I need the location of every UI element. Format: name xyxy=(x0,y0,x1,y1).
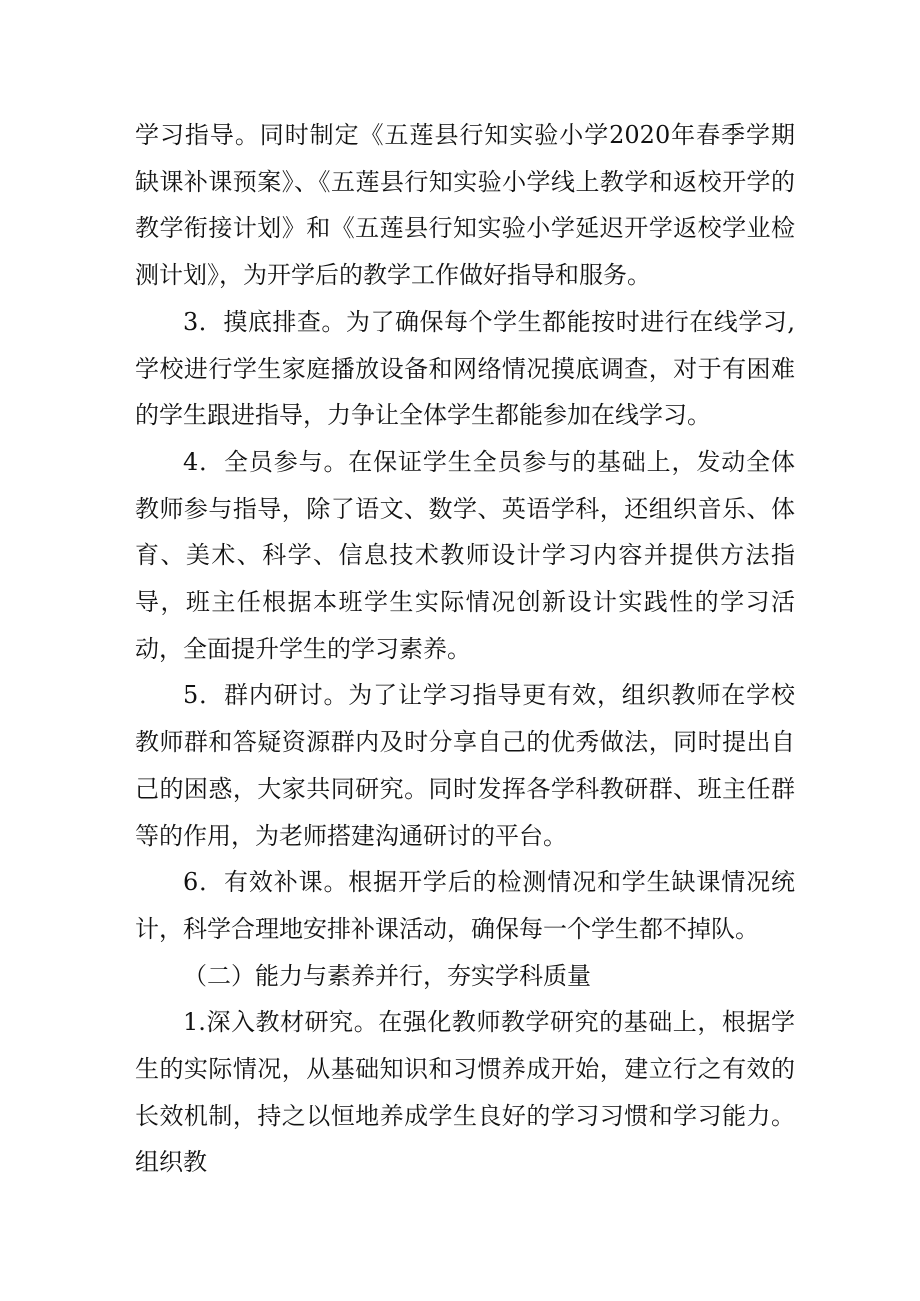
section-heading: （二）能力与素养并行，夯实学科质量 xyxy=(183,961,591,990)
paragraph-continuation: 学习指导。同时制定《五莲县行知实验小学2020年春季学期缺课补课预案》、《五莲县行知实验小学线上教学和返校开学的教学衔接计划》和《五莲县行知实验小学延迟开学返校学业检测计划》，为开学后的教学工作做好指导和服务。 xyxy=(135,121,795,290)
document-page xyxy=(135,112,795,1186)
paragraph-item-3: 3．摸底排查。为了确保每个学生都能按时进行在线学习,学校进行学生家庭播放设备和网络情况摸底调查，对于有困难的学生跟进指导，力争让全体学生都能参加在线学习。 xyxy=(135,307,795,430)
paragraph-item-4: 4．全员参与。在保证学生全员参与的基础上，发动全体教师参与指导，除了语文、数学、英语学科，还组织音乐、体育、美术、科学、信息技术教师设计学习内容并提供方法指导，班主任根据本班学生实际情况创新设计实践性的学习活动，全面提升学生的学习素养。 xyxy=(135,447,795,663)
paragraph-item-5: 5．群内研讨。为了让学习指导更有效，组织教师在学校教师群和答疑资源群内及时分享自己的优秀做法，同时提出自己的困惑，大家共同研究。同时发挥各学科教研群、班主任群等的作用，为老师搭建沟通研讨的平台。 xyxy=(135,681,795,850)
paragraph-item-1: 1.深入教材研究。在强化教师教学研究的基础上，根据学生的实际情况，从基础知识和习惯养成开始，建立行之有效的长效机制，持之以恒地养成学生良好的学习习惯和学习能力。组织教 xyxy=(135,1008,795,1177)
paragraph-item-6: 6．有效补课。根据开学后的检测情况和学生缺课情况统计，科学合理地安排补课活动，确保每一个学生都不掉队。 xyxy=(135,868,795,943)
